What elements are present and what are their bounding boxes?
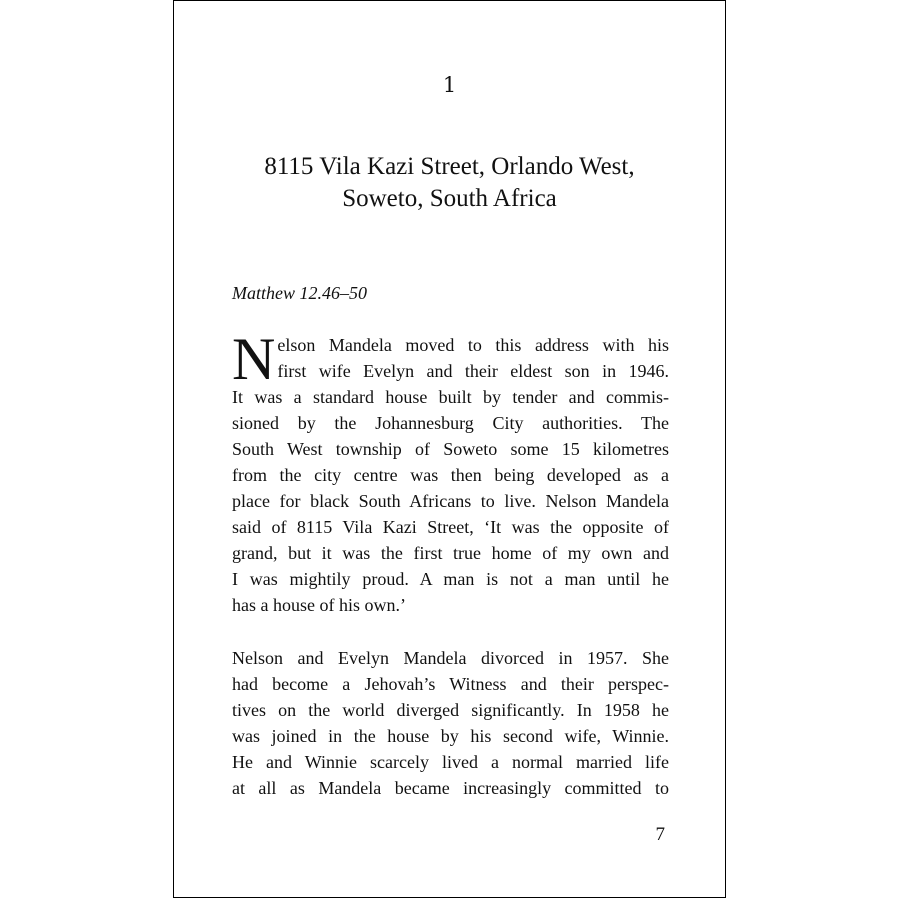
paragraph-line: tives on the world diverged significantly. In 1958 he bbox=[232, 700, 669, 720]
paragraph-line: at all as Mandela became increasingly committed to bbox=[232, 778, 669, 798]
paragraph-line: said of 8115 Vila Kazi Street, ‘It was the opposite of bbox=[232, 517, 669, 537]
book-page bbox=[173, 0, 726, 898]
paragraph-2 bbox=[232, 645, 669, 801]
chapter-title bbox=[204, 151, 695, 215]
paragraph-line: was joined in the house by his second wife, Winnie. bbox=[232, 726, 669, 746]
paragraph-line: It was a standard house built by tender and commis- bbox=[232, 387, 669, 407]
chapter-title-line-1: 8115 Vila Kazi Street, Orlando West, bbox=[264, 153, 635, 180]
paragraph-line: sioned by the Johannesburg City authorities. The bbox=[232, 413, 669, 433]
scripture-reference: Matthew 12.46–50 bbox=[232, 283, 367, 303]
paragraph-line: had become a Jehovah’s Witness and their perspec- bbox=[232, 674, 669, 694]
chapter-title-line-2: Soweto, South Africa bbox=[342, 185, 557, 212]
paragraph-line: has a house of his own.’ bbox=[232, 595, 406, 615]
paragraph-line: I was mightily proud. A man is not a man until he bbox=[232, 569, 669, 589]
paragraph-line: He and Winnie scarcely lived a normal married life bbox=[232, 752, 669, 772]
paragraph-line: elson Mandela moved to this address with his bbox=[277, 335, 669, 355]
paragraph-line: South West township of Soweto some 15 kilometres bbox=[232, 439, 669, 459]
paragraph-line: place for black South Africans to live. Nelson Mandela bbox=[232, 491, 669, 511]
paragraph-1 bbox=[232, 326, 669, 618]
chapter-number: 1 bbox=[442, 73, 457, 97]
paragraph-line: grand, but it was the first true home of my own and bbox=[232, 543, 669, 563]
drop-cap: N bbox=[232, 326, 276, 392]
paragraph-line: first wife Evelyn and their eldest son in 1946. bbox=[277, 361, 669, 381]
paragraph-line: Nelson and Evelyn Mandela divorced in 1957. She bbox=[232, 648, 669, 668]
page-number: 7 bbox=[655, 824, 665, 845]
paragraph-line: from the city centre was then being developed as a bbox=[232, 465, 669, 485]
